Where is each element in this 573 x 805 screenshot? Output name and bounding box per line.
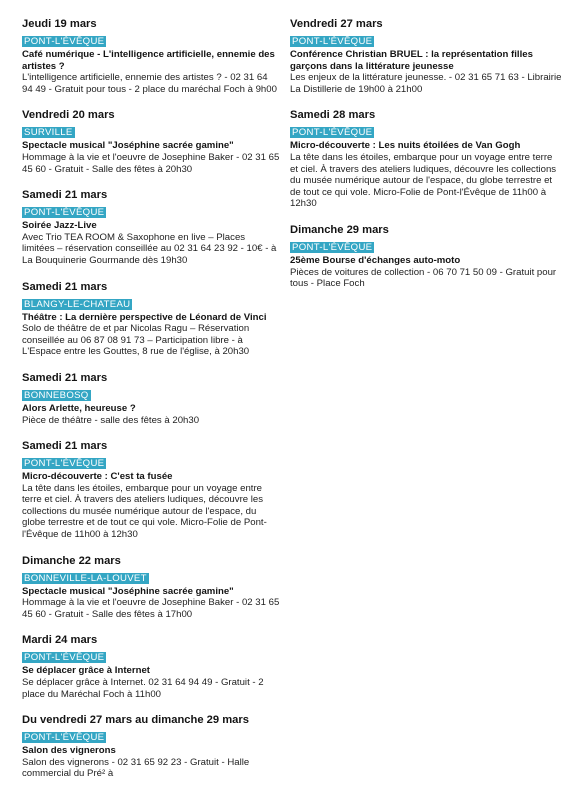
event-item	[22, 634, 280, 700]
event-date: Samedi 21 mars	[22, 371, 108, 384]
event-description: L'intelligence artificielle, ennemie des artistes ? - 02 31 64 94 49 - Gratuit pour tous - 2 place du maréchal Foch à 9h00	[22, 72, 277, 95]
event-description: Les enjeux de la littérature jeunesse. - 02 31 65 71 63 - Librairie La Distillerie de 19h00 à 21h00	[290, 72, 562, 95]
event-description: Pièce de théâtre - salle des fêtes à 20h30	[22, 414, 200, 426]
place-badge: PONT-L'ÉVÊQUE	[292, 36, 373, 47]
event-item	[22, 281, 280, 358]
event-title: Soirée Jazz-Live	[22, 220, 97, 232]
event-date: Vendredi 27 mars	[290, 18, 383, 30]
event-description: La tête dans les étoiles, embarque pour un voyage entre terre et ciel. À travers des ateliers ludiques, découvre les collections du musée numérique autour de l'espace, du globe terrestre et de tout ce qui vole. Micro-Folie de Pont-l'Évêque de 11h00 à 12h30	[22, 482, 267, 541]
place-badge: SURVILLE	[24, 127, 73, 139]
event-title: Alors Arlette, heureuse ?	[22, 402, 136, 414]
event-title: Salon des vignerons	[22, 745, 116, 757]
event-description: Avec Trio TEA ROOM & Saxophone en live – Places limitées – réservation conseillée au 02 31 64 23 92 - 10€ - à La Bouquinerie Gourmande dès 19h30	[22, 231, 277, 266]
event-item	[22, 18, 280, 95]
event-item	[22, 109, 280, 175]
event-description: Se déplacer grâce à Internet. 02 31 64 94 49 - Gratuit - 2 place du Maréchal Foch à 11h00	[22, 677, 264, 700]
place-badge: PONT-L'ÉVÊQUE	[24, 732, 105, 744]
event-title: Spectacle musical "Joséphine sacrée gamine"	[22, 140, 234, 152]
place-badge: PONT-L'ÉVÊQUE	[24, 36, 105, 47]
event-description: La tête dans les étoiles, embarque pour un voyage entre terre et ciel. À travers des ateliers ludiques, découvre les collections du musée numérique autour de l'espace, du globe terrestre et de tout ce qui vole. Micro-Folie de Pont-l'Évêque de 11h00 à 12h30	[290, 151, 557, 210]
place-badge: PONT-L'ÉVÊQUE	[24, 458, 105, 470]
event-item	[290, 224, 562, 290]
event-item	[22, 440, 280, 541]
event-description: Pièces de voitures de collection - 06 70 71 50 09 - Gratuit pour tous - Place Foch	[290, 266, 557, 290]
event-title: Micro-découverte : C'est ta fusée	[22, 471, 173, 483]
event-title: Théâtre : La dernière perspective de Léonard de Vinci	[22, 311, 267, 323]
event-title: Conférence Christian BRUEL : la représentation filles garçons dans la littérature jeunesse	[290, 49, 533, 72]
event-item	[22, 714, 280, 780]
event-description: Solo de théâtre de et par Nicolas Ragu – Réservation conseillée au 06 87 08 91 73 – Participation libre - à L'Espace entre les Gouttes, 8 rue de l'église, à 20h30	[22, 323, 250, 358]
event-item	[290, 109, 562, 210]
event-date: Dimanche 22 mars	[22, 554, 121, 567]
place-badge: BONNEVILLE-LA-LOUVET	[24, 572, 147, 584]
right-column	[290, 18, 562, 304]
event-date: Du vendredi 27 mars au dimanche 29 mars	[22, 714, 249, 727]
place-badge: PONT-L'ÉVÊQUE	[24, 652, 105, 664]
event-item	[22, 372, 280, 426]
event-date: Samedi 28 mars	[290, 109, 376, 122]
event-date: Vendredi 20 mars	[22, 109, 115, 122]
event-item	[290, 18, 562, 95]
place-badge: BLANGY-LE-CHATEAU	[24, 298, 131, 310]
event-date: Dimanche 29 mars	[290, 223, 389, 236]
place-badge: PONT-L'ÉVÊQUE	[292, 127, 373, 139]
event-date: Samedi 21 mars	[22, 189, 108, 202]
event-title: 25ème Bourse d'échanges auto-moto	[290, 254, 461, 266]
place-badge: BONNEBOSQ	[24, 389, 89, 401]
event-item	[22, 555, 280, 621]
event-title: Se déplacer grâce à Internet	[22, 665, 150, 677]
left-column	[22, 18, 280, 794]
event-date: Mardi 24 mars	[22, 634, 98, 647]
event-date: Samedi 21 mars	[22, 440, 108, 453]
event-date: Samedi 21 mars	[22, 280, 108, 293]
place-badge: PONT-L'ÉVÊQUE	[292, 241, 373, 253]
event-description: Hommage à la vie et l'oeuvre de Josephine Baker - 02 31 65 45 60 - Gratuit - Salle des fêtes à 20h30	[22, 151, 280, 175]
place-badge: PONT-L'ÉVÊQUE	[24, 207, 105, 219]
event-description: Salon des vignerons - 02 31 65 92 23 - Gratuit - Halle commercial du Pré² à	[22, 756, 250, 780]
event-item	[22, 189, 280, 266]
event-title: Spectacle musical "Joséphine sacrée gamine"	[22, 585, 234, 597]
event-title: Café numérique - L'intelligence artificielle, ennemie des artistes ?	[22, 49, 275, 72]
event-title: Micro-découverte : Les nuits étoilées de Van Gogh	[290, 140, 521, 152]
event-description: Hommage à la vie et l'oeuvre de Josephine Baker - 02 31 65 45 60 - Gratuit - Salle des fêtes à 17h00	[22, 597, 280, 620]
event-date: Jeudi 19 mars	[22, 18, 97, 30]
